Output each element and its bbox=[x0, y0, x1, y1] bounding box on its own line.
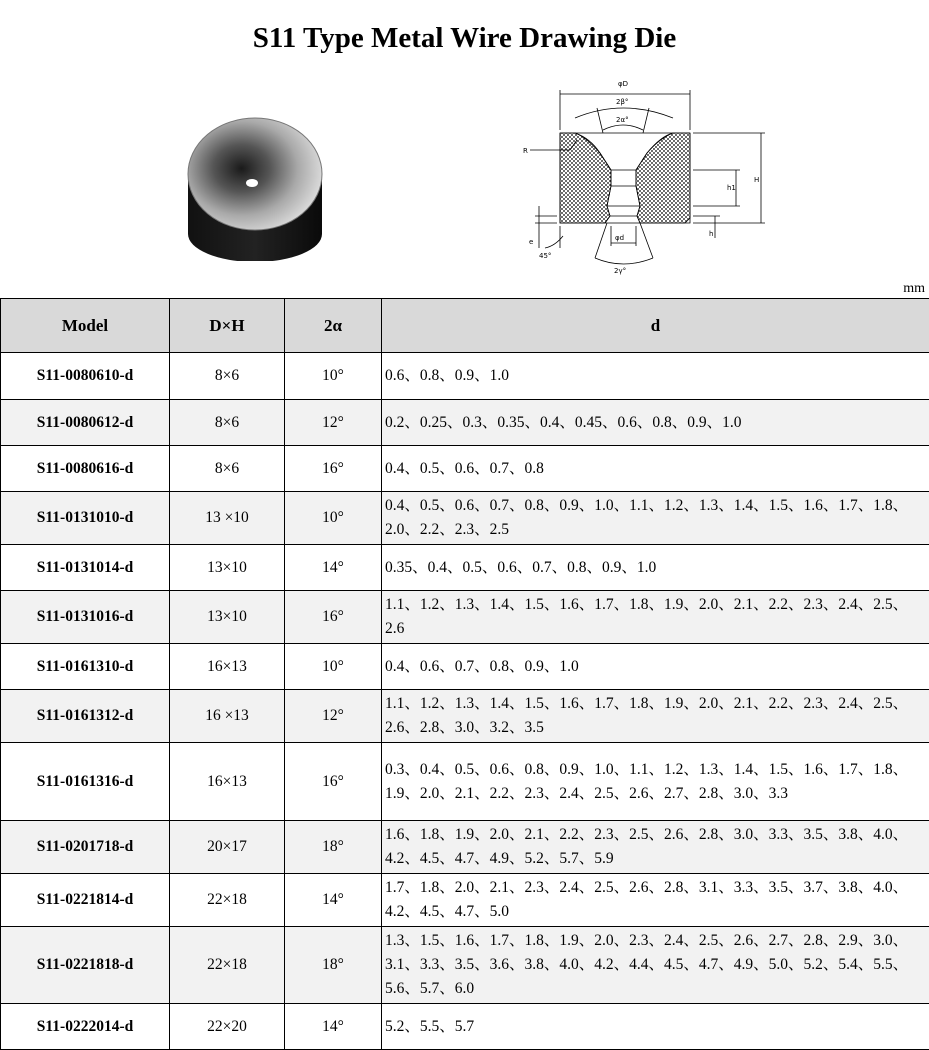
die-cross-section-diagram bbox=[515, 78, 780, 278]
table-row bbox=[1, 446, 929, 492]
page-title: S11 Type Metal Wire Drawing Die bbox=[0, 22, 929, 55]
cell-alpha: 14° bbox=[285, 1004, 382, 1050]
cell-alpha: 10° bbox=[285, 353, 382, 400]
cell-alpha: 16° bbox=[285, 591, 382, 644]
label-D: φD bbox=[618, 80, 628, 88]
label-R: R bbox=[523, 147, 528, 155]
cell-alpha: 14° bbox=[285, 874, 382, 927]
cell-dh: 8×6 bbox=[170, 353, 285, 400]
table-row bbox=[1, 591, 929, 644]
cell-model: S11-0131016-d bbox=[1, 591, 170, 644]
cell-dh: 13×10 bbox=[170, 545, 285, 591]
label-45: 45° bbox=[539, 252, 551, 260]
header-dh: D×H bbox=[170, 299, 285, 353]
cell-d: 1.6、1.8、1.9、2.0、2.1、2.2、2.3、2.5、2.6、2.8、3.0、3.3、3.5、3.8、4.0、4.2、4.5、4.7、4.9、5.2、5.7、5.9 bbox=[382, 821, 929, 874]
unit-label: mm bbox=[903, 281, 925, 297]
cell-model: S11-0080612-d bbox=[1, 400, 170, 446]
label-gamma: 2γ° bbox=[614, 267, 626, 275]
cell-alpha: 10° bbox=[285, 644, 382, 690]
cell-model: S11-0131014-d bbox=[1, 545, 170, 591]
cell-d: 0.3、0.4、0.5、0.6、0.8、0.9、1.0、1.1、1.2、1.3、1.4、1.5、1.6、1.7、1.8、1.9、2.0、2.1、2.2、2.3、2.4、2.5、2.6、2.7、2.8、3.0、3.3 bbox=[382, 743, 929, 821]
cell-alpha: 18° bbox=[285, 927, 382, 1004]
cell-model: S11-0161310-d bbox=[1, 644, 170, 690]
label-e: e bbox=[529, 238, 533, 246]
table-row bbox=[1, 545, 929, 591]
cell-dh: 16×13 bbox=[170, 644, 285, 690]
cell-dh: 8×6 bbox=[170, 446, 285, 492]
table-row bbox=[1, 492, 929, 545]
label-beta: 2β° bbox=[616, 98, 628, 106]
die-photo bbox=[160, 86, 350, 261]
spec-table bbox=[0, 298, 929, 1050]
cell-model: S11-0161316-d bbox=[1, 743, 170, 821]
cell-d: 0.4、0.5、0.6、0.7、0.8 bbox=[382, 446, 929, 492]
cell-alpha: 16° bbox=[285, 446, 382, 492]
label-h1: h1 bbox=[727, 184, 736, 192]
table-header-row bbox=[1, 299, 929, 353]
cell-d: 1.1、1.2、1.3、1.4、1.5、1.6、1.7、1.8、1.9、2.0、2.1、2.2、2.3、2.4、2.5、2.6、2.8、3.0、3.2、3.5 bbox=[382, 690, 929, 743]
cell-model: S11-0221818-d bbox=[1, 927, 170, 1004]
table-row bbox=[1, 400, 929, 446]
cell-dh: 22×20 bbox=[170, 1004, 285, 1050]
cell-dh: 8×6 bbox=[170, 400, 285, 446]
cell-d: 5.2、5.5、5.7 bbox=[382, 1004, 929, 1050]
label-d: φd bbox=[615, 234, 624, 242]
cell-dh: 13 ×10 bbox=[170, 492, 285, 545]
cell-model: S11-0221814-d bbox=[1, 874, 170, 927]
cell-alpha: 18° bbox=[285, 821, 382, 874]
cell-model: S11-0080616-d bbox=[1, 446, 170, 492]
cell-model: S11-0131010-d bbox=[1, 492, 170, 545]
cell-dh: 13×10 bbox=[170, 591, 285, 644]
table-row bbox=[1, 927, 929, 1004]
table-row bbox=[1, 1004, 929, 1050]
cell-model: S11-0222014-d bbox=[1, 1004, 170, 1050]
cell-dh: 16 ×13 bbox=[170, 690, 285, 743]
cell-d: 1.3、1.5、1.6、1.7、1.8、1.9、2.0、2.3、2.4、2.5、2.6、2.7、2.8、2.9、3.0、3.1、3.3、3.5、3.6、3.8、4.0、4.2、4.4、4.5、4.7、4.9、5.0、5.2、5.4、5.5、5.6、5.7、6.0 bbox=[382, 927, 929, 1004]
table-row bbox=[1, 353, 929, 400]
cell-d: 0.4、0.5、0.6、0.7、0.8、0.9、1.0、1.1、1.2、1.3、1.4、1.5、1.6、1.7、1.8、2.0、2.2、2.3、2.5 bbox=[382, 492, 929, 545]
cell-dh: 22×18 bbox=[170, 874, 285, 927]
header-d: d bbox=[382, 299, 929, 353]
table-row bbox=[1, 821, 929, 874]
table-row bbox=[1, 743, 929, 821]
cell-alpha: 12° bbox=[285, 690, 382, 743]
cell-dh: 16×13 bbox=[170, 743, 285, 821]
cell-alpha: 10° bbox=[285, 492, 382, 545]
header-alpha: 2α bbox=[285, 299, 382, 353]
cell-d: 0.6、0.8、0.9、1.0 bbox=[382, 353, 929, 400]
cell-d: 0.2、0.25、0.3、0.35、0.4、0.45、0.6、0.8、0.9、1.0 bbox=[382, 400, 929, 446]
table-row bbox=[1, 644, 929, 690]
cell-d: 1.1、1.2、1.3、1.4、1.5、1.6、1.7、1.8、1.9、2.0、2.1、2.2、2.3、2.4、2.5、2.6 bbox=[382, 591, 929, 644]
cell-dh: 20×17 bbox=[170, 821, 285, 874]
cell-alpha: 12° bbox=[285, 400, 382, 446]
label-H: H bbox=[754, 176, 759, 184]
label-h: h bbox=[709, 230, 713, 238]
cell-d: 1.7、1.8、2.0、2.1、2.3、2.4、2.5、2.6、2.8、3.1、3.3、3.5、3.7、3.8、4.0、4.2、4.5、4.7、5.0 bbox=[382, 874, 929, 927]
cell-dh: 22×18 bbox=[170, 927, 285, 1004]
cell-model: S11-0201718-d bbox=[1, 821, 170, 874]
cell-model: S11-0080610-d bbox=[1, 353, 170, 400]
table-row bbox=[1, 874, 929, 927]
cell-alpha: 16° bbox=[285, 743, 382, 821]
header-model: Model bbox=[1, 299, 170, 353]
cell-d: 0.35、0.4、0.5、0.6、0.7、0.8、0.9、1.0 bbox=[382, 545, 929, 591]
label-alpha: 2α° bbox=[616, 116, 629, 124]
cell-model: S11-0161312-d bbox=[1, 690, 170, 743]
cell-d: 0.4、0.6、0.7、0.8、0.9、1.0 bbox=[382, 644, 929, 690]
cell-alpha: 14° bbox=[285, 545, 382, 591]
table-row bbox=[1, 690, 929, 743]
